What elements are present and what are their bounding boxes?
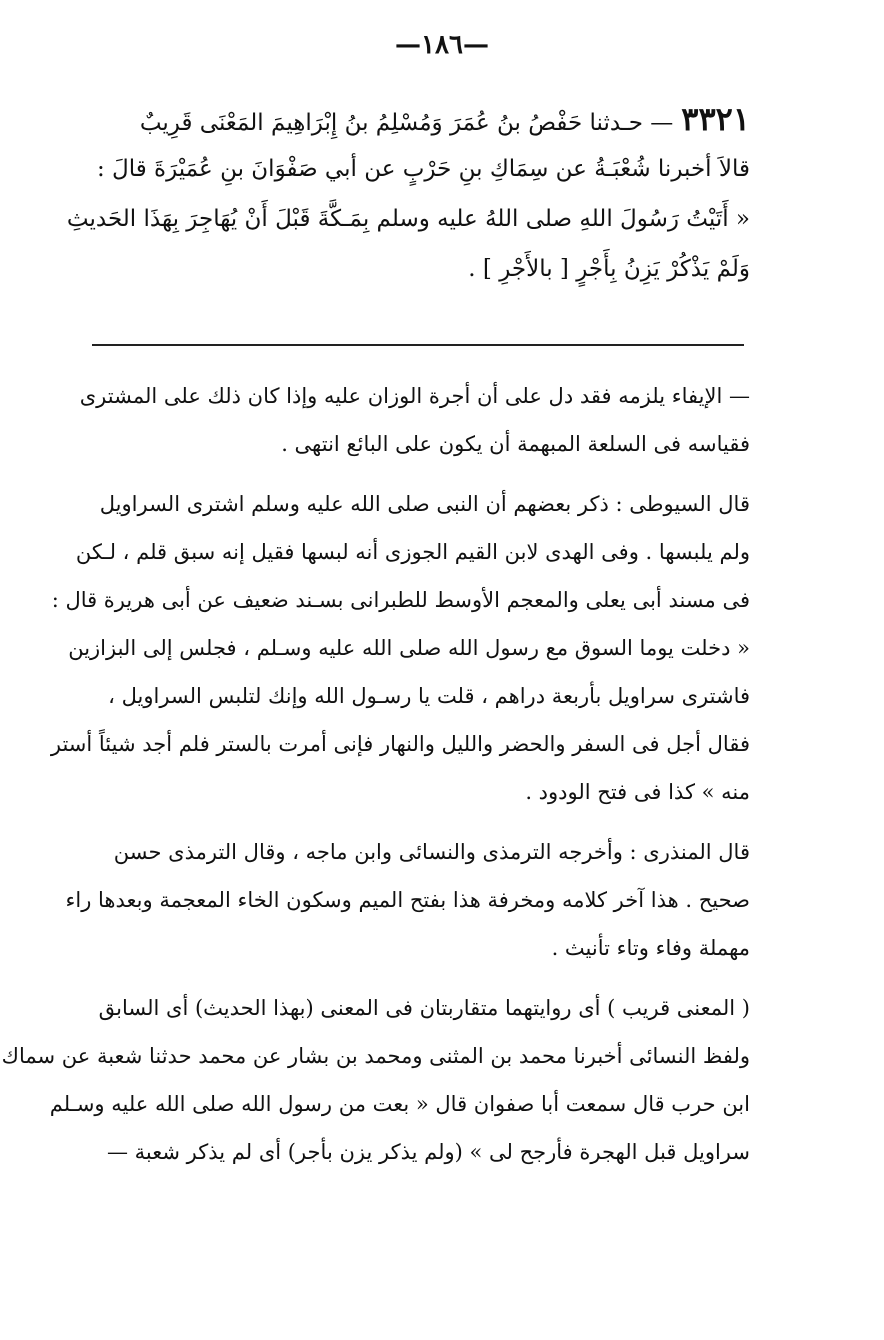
commentary-paragraph (1, 984, 750, 1176)
hadith-line: « أَتَيْتُ رَسُولَ اللهِ صلى اللهُ عليه وسلم بِمَـكَّةَ قَبْلَ أَنْ يُهَاجِرَ بِهَذَا الحَديثِ (66, 206, 750, 232)
commentary-paragraph (65, 828, 750, 972)
commentary-line: صحيح . هذا آخر كلامه ومخرفة هذا بفتح الميم وسكون الخاء المعجمة وبعدها راء (65, 888, 750, 912)
commentary-line: فاشترى سراويل بأربعة دراهم ، قلت يا رسـول الله وإنك لتلبس السراويل ، (108, 684, 750, 708)
commentary-line: ولم يلبسها . وفى الهدى لابن القيم الجوزى أنه لبسها فقيل إنه سبق قلم ، لـكن (75, 540, 750, 564)
hadith-line (90, 94, 750, 144)
commentary-line: قال المنذرى : وأخرجه الترمذى والنسائى وابن ماجه ، وقال الترمذى حسن (113, 840, 750, 864)
hadith-line: وَلَمْ يَذْكُرْ يَزِنُ بِأَجْرٍ [ بالأَجْرِ ] . (468, 256, 750, 282)
commentary-line: — الإيفاء يلزمه فقد دل على أن أجرة الوزان عليه وإذا كان ذلك على المشترى (79, 384, 750, 408)
commentary-paragraph (50, 480, 750, 816)
commentary-line: فقياسه فى السلعة المبهمة أن يكون على البائع انتهى . (281, 432, 750, 456)
commentary-line: ( المعنى قريب ) أى روايتهما متقاربتان فى المعنى (بهذا الحديث) أى السابق (98, 996, 750, 1020)
commentary-paragraph (79, 372, 750, 468)
commentary-line: سراويل قبل الهجرة فأرجح لى » (ولم يذكر يزن بأجر) أى لم يذكر شعبة — (106, 1140, 750, 1164)
commentary-line: فقال أجل فى السفر والحضر والليل والنهار فإنى أمرت بالستر فلم أجد شيئاً أستر (50, 732, 750, 756)
commentary-line: مهملة وفاء وتاء تأنيث . (551, 936, 750, 960)
hadith-block (66, 94, 750, 294)
commentary-line: « دخلت يوما السوق مع رسول الله صلى الله عليه وسـلم ، فجلس إلى البزازين (68, 636, 750, 660)
commentary-line: ولفظ النسائى أخبرنا محمد بن المثنى ومحمد بن بشار عن محمد حدثنا شعبة عن سماك (1, 1044, 750, 1068)
commentary-line: منه » كذا فى فتح الودود . (525, 780, 750, 804)
hadith-number: ٣٣٢١ (681, 100, 750, 138)
commentary-line: ابن حرب قال سمعت أبا صفوان قال « بعت من رسول الله صلى الله عليه وسـلم (49, 1092, 750, 1116)
hadith-line-text: — حـدثنا حَفْصُ بنُ عُمَرَ وَمُسْلِمُ بنُ إِبْرَاهِيمَ المَعْنَى قَرِيبٌ (139, 110, 674, 136)
page-number: —١٨٦— (395, 30, 489, 60)
hadith-line: قالاَ أخبرنا شُعْبَـةُ عن سِمَاكِ بنِ حَرْبٍ عن أبي صَفْوَانَ بنِ عُمَيْرَةَ قالَ : (96, 156, 750, 182)
commentary-line: قال السيوطى : ذكر بعضهم أن النبى صلى الله عليه وسلم اشترى السراويل (99, 492, 750, 516)
commentary-block (1, 372, 750, 1188)
section-divider (92, 344, 744, 346)
commentary-line: فى مسند أبى يعلى والمعجم الأوسط للطبرانى بسـند ضعيف عن أبى هريرة قال : (51, 588, 750, 612)
